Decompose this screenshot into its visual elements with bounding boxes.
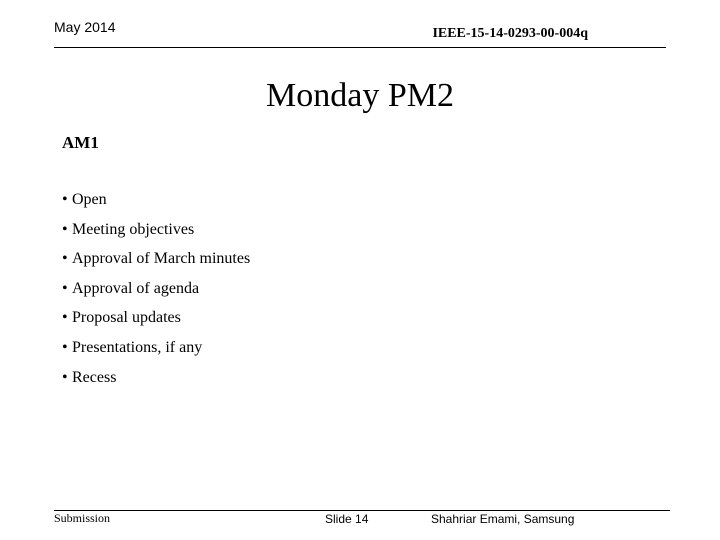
list-item-text: Approval of agenda xyxy=(72,279,200,297)
list-item xyxy=(62,218,250,248)
bullet-icon: • xyxy=(62,191,68,208)
bullet-icon: • xyxy=(62,279,68,297)
bullet-icon: • xyxy=(62,338,68,356)
list-item-text: Presentations, if any xyxy=(72,338,203,356)
footer-submission: Submission xyxy=(54,511,111,525)
list-item xyxy=(62,336,250,366)
header-divider xyxy=(54,47,666,48)
bullet-icon: • xyxy=(62,368,68,386)
list-item-text: Meeting objectives xyxy=(72,220,195,238)
list-item xyxy=(62,366,250,396)
slide-title: Monday PM2 xyxy=(266,77,454,114)
footer-slide-number: Slide 14 xyxy=(325,512,369,526)
list-item xyxy=(62,188,250,218)
list-item xyxy=(62,247,250,277)
header-document-id: IEEE-15-14-0293-00-004q xyxy=(432,26,588,41)
bullet-icon: • xyxy=(62,250,68,268)
bullet-icon: • xyxy=(62,220,68,238)
list-item-text: Recess xyxy=(72,368,117,386)
list-item-text: Proposal updates xyxy=(72,309,181,327)
list-item-text: Approval of March minutes xyxy=(72,250,251,268)
header-date: May 2014 xyxy=(54,19,116,35)
slide-subheading: AM1 xyxy=(62,133,99,152)
agenda-list xyxy=(62,188,250,395)
list-item xyxy=(62,306,250,336)
list-item-text: Open xyxy=(72,191,107,208)
bullet-icon: • xyxy=(62,309,68,327)
list-item xyxy=(62,277,250,307)
footer-author: Shahriar Emami, Samsung xyxy=(431,512,575,526)
